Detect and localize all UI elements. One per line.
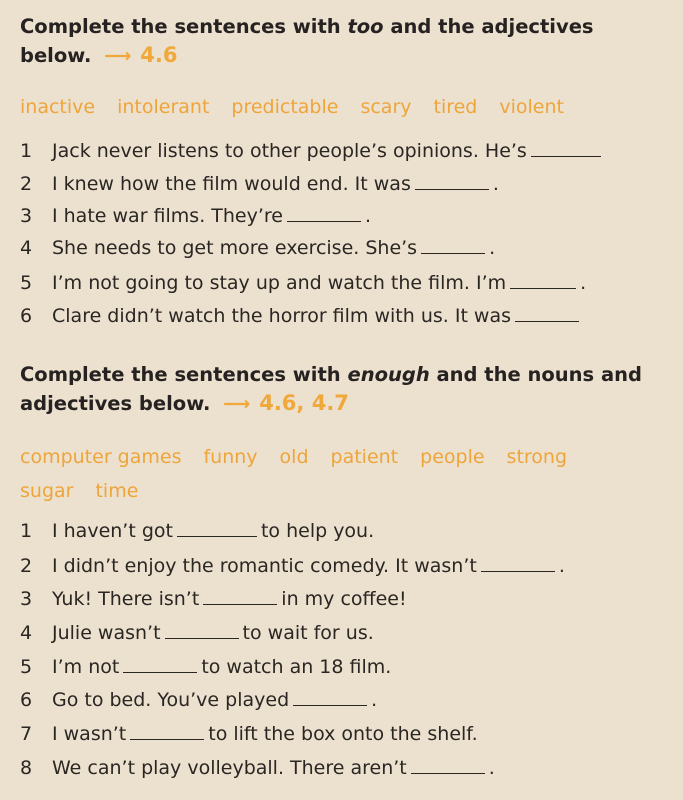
item-text: I knew how the film would end. It was <box>52 173 411 195</box>
word: scary <box>360 96 412 118</box>
word: tired <box>433 96 478 118</box>
section1-item <box>20 171 499 197</box>
word: violent <box>499 96 564 118</box>
word: time <box>95 480 139 502</box>
section2-instruction <box>20 360 680 419</box>
item-text: She needs to get more exercise. She’s <box>52 237 418 259</box>
item-text: Jack never listens to other people’s opinions. He’s <box>52 140 527 162</box>
answer-blank[interactable] <box>287 220 361 222</box>
reference-number: 4.6 <box>140 43 178 67</box>
item-text: . <box>489 237 496 259</box>
item-text: Yuk! There isn’t <box>52 588 200 610</box>
item-number: 1 <box>20 140 33 162</box>
section1-item <box>20 138 601 164</box>
section2-item <box>20 755 495 781</box>
word: predictable <box>231 96 339 118</box>
section1-item <box>20 235 495 261</box>
section2-item <box>20 654 391 680</box>
item-text: We can’t play volleyball. There aren’t <box>52 757 407 779</box>
word: computer games <box>20 446 182 468</box>
item-number: 3 <box>20 588 33 610</box>
item-text: to help you. <box>260 520 375 542</box>
instruction-text: and the adjectives <box>383 15 594 38</box>
instruction-text: Complete the sentences with <box>20 15 348 38</box>
answer-blank[interactable] <box>510 287 576 289</box>
item-text: in my coffee! <box>281 588 407 610</box>
item-number: 2 <box>20 173 33 195</box>
item-text: I’m not <box>52 656 120 678</box>
answer-blank[interactable] <box>177 535 257 537</box>
item-text: to wait for us. <box>242 622 374 644</box>
item-number: 6 <box>20 689 33 711</box>
word: sugar <box>20 480 74 502</box>
item-number: 4 <box>20 237 33 259</box>
answer-blank[interactable] <box>411 772 485 774</box>
instruction-text: below. <box>20 44 92 67</box>
item-text: . <box>364 205 372 227</box>
item-number: 5 <box>20 656 33 678</box>
answer-blank[interactable] <box>515 320 579 322</box>
instruction-text: and the nouns and <box>429 363 642 386</box>
section1-item <box>20 270 586 296</box>
section2-item <box>20 586 407 612</box>
item-text: . <box>558 555 565 577</box>
item-text: . <box>492 173 499 195</box>
answer-blank[interactable] <box>130 738 204 740</box>
word: people <box>420 446 485 468</box>
item-text: I hate war films. They’re <box>52 205 283 227</box>
word: strong <box>506 446 568 468</box>
item-number: 4 <box>20 622 33 644</box>
section1-item <box>20 203 371 229</box>
item-text: Go to bed. You’ve played <box>52 689 290 711</box>
section2-word-box <box>20 440 680 508</box>
instruction-text: Complete the sentences with <box>20 363 348 386</box>
item-text: I haven’t got <box>52 520 173 542</box>
item-text: I didn’t enjoy the romantic comedy. It wasn’t <box>52 555 477 577</box>
answer-blank[interactable] <box>531 155 601 157</box>
word: funny <box>203 446 258 468</box>
section2-item <box>20 620 374 646</box>
item-text: to watch an 18 film. <box>201 656 392 678</box>
item-text: . <box>580 272 587 294</box>
answer-blank[interactable] <box>421 252 485 254</box>
item-text: I’m not going to stay up and watch the film. I’m <box>52 272 507 294</box>
item-text: I wasn’t <box>52 723 127 745</box>
item-text: . <box>488 757 495 779</box>
answer-blank[interactable] <box>165 637 239 639</box>
answer-blank[interactable] <box>293 704 367 706</box>
item-number: 1 <box>20 520 33 542</box>
instruction-keyword: too <box>347 15 384 38</box>
reference-number: 4.6, 4.7 <box>259 391 349 415</box>
section1-word-box <box>20 90 564 124</box>
grammar-reference <box>223 392 349 415</box>
word: intolerant <box>117 96 210 118</box>
grammar-reference <box>104 44 177 67</box>
section1-item <box>20 303 579 329</box>
item-number: 5 <box>20 272 33 294</box>
answer-blank[interactable] <box>123 671 197 673</box>
word: patient <box>330 446 399 468</box>
item-number: 7 <box>20 723 33 745</box>
item-text: . <box>371 689 378 711</box>
answer-blank[interactable] <box>415 188 489 190</box>
arrow-right-icon: ⟶ <box>223 393 251 415</box>
section2-item <box>20 518 374 544</box>
section2-item <box>20 687 377 713</box>
item-number: 6 <box>20 305 33 327</box>
instruction-text: adjectives below. <box>20 392 211 415</box>
instruction-keyword: enough <box>347 363 430 386</box>
word: old <box>279 446 309 468</box>
section1-instruction <box>20 12 660 71</box>
item-number: 8 <box>20 757 33 779</box>
answer-blank[interactable] <box>481 570 555 572</box>
word: inactive <box>20 96 96 118</box>
answer-blank[interactable] <box>203 603 277 605</box>
section2-item <box>20 721 478 747</box>
item-number: 2 <box>20 555 33 577</box>
item-number: 3 <box>20 205 33 227</box>
item-text: to lift the box onto the shelf. <box>208 723 478 745</box>
item-text: Clare didn’t watch the horror film with us. It was <box>52 305 512 327</box>
arrow-right-icon: ⟶ <box>104 45 132 67</box>
item-text: Julie wasn’t <box>52 622 161 644</box>
section2-item <box>20 553 565 579</box>
